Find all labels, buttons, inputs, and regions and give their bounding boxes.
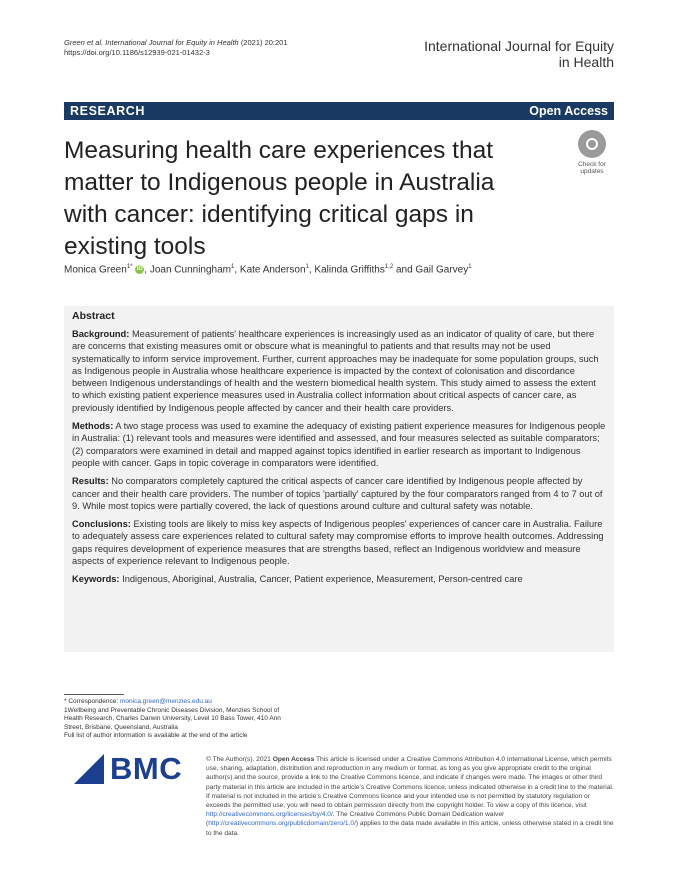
- license-lead: © The Author(s). 2021: [206, 756, 271, 763]
- bmc-wordmark: BMC: [110, 751, 183, 786]
- results-text: No comparators completely captured the critical aspects of cancer care identified by Indigenous people affected by cancer and their health care providers. The number of topics 'partially' captured by the four comparators ranged from 4 to 7 out of 9. While most topics were partially covered, the lack of questions around culture and cultural safety was notable.: [72, 476, 603, 511]
- article-type-label: RESEARCH: [70, 104, 145, 118]
- author-info-note: Full list of author information is available at the end of the article: [64, 732, 248, 739]
- conclusions-label: Conclusions:: [72, 519, 131, 530]
- results-label: Results:: [72, 476, 109, 487]
- correspondence-email[interactable]: monica.green@menzies.edu.au: [120, 698, 212, 705]
- citation-header: [64, 38, 288, 58]
- keywords-label: Keywords:: [72, 574, 120, 585]
- methods-text: A two stage process was used to examine the adequacy of existing patient experience measures for Indigenous people in Australia: (1) relevant tools and measures were identified and assessed, and four measures selected as suitable comparators; (2) comparators were examined in detail and mapped against topics identified in earlier research as important to Indigenous people with cancer. Gaps in topic coverage in comparators were identified.: [72, 421, 606, 468]
- check-updates-label: Check for updates: [578, 161, 606, 175]
- license-oa: Open Access: [272, 756, 315, 763]
- abstract-heading: Abstract: [72, 310, 115, 322]
- check-for-updates-badge[interactable]: [568, 130, 616, 175]
- background-label: Background:: [72, 329, 130, 339]
- footnote: [64, 694, 294, 741]
- abstract-conclusions: [72, 518, 606, 567]
- citation-authors: Green et al.: [64, 38, 104, 47]
- journal-name: International Journal for Equity in Health: [424, 38, 614, 70]
- footnote-rule: [64, 694, 124, 695]
- orcid-icon[interactable]: iD: [136, 266, 143, 273]
- abstract-background: [72, 328, 606, 414]
- affiliation: 1Wellbeing and Preventable Chronic Diseases Division, Menzies School of Health Research, Charles Darwin University, Level 10 Bass Tower, 410 Ann Street, Brisbane, Queensland, Australia: [64, 706, 281, 731]
- abstract-methods: [72, 420, 606, 469]
- citation-doi[interactable]: https://doi.org/10.1186/s12939-021-01432-3: [64, 48, 210, 57]
- citation-journal: International Journal for Equity in Health: [105, 38, 239, 47]
- license-text-3: ) applies to the data made available in this article, unless otherwise stated in a credit line to the data.: [206, 820, 614, 837]
- keywords-text: Indigenous, Aboriginal, Australia, Cancer, Patient experience, Measurement, Person-centred care: [122, 574, 523, 585]
- correspondence-label: * Correspondence:: [64, 698, 119, 705]
- article-title: Measuring health care experiences that matter to Indigenous people in Australia with cancer: identifying critical gaps in existing tools: [64, 137, 495, 260]
- abstract-results: [72, 475, 606, 512]
- conclusions-text: Existing tools are likely to miss key aspects of Indigenous peoples' experiences of cancer care in Australia. Failure to adequately assess care experiences related to cultural safety may compromise efforts to improve health outcomes. Addressing gaps requires development of experience measures that are strengths based, reflect an Indigenous worldview and measure aspects of experience relevant to Indigenous people.: [72, 519, 604, 567]
- license-statement: [206, 755, 616, 838]
- bmc-logo: [74, 751, 194, 786]
- open-access-label: Open Access: [529, 104, 608, 118]
- abstract-box: [64, 306, 614, 652]
- license-link[interactable]: http://creativecommons.org/licenses/by/4.0/.: [206, 811, 335, 819]
- methods-label: Methods:: [72, 421, 114, 432]
- background-text: Measurement of patients' healthcare experiences is increasingly used as an indicator of quality of care, but there are concerns that existing measures omit or obscure what is meaningful to patients and that results may not be used systematically to inform service improvement. Further, current approaches may be inadequate for some population groups, such as Indigenous people in Australia whose healthcare experience is impacted by the context of colonisation and discordance between Indigenous understandings of health and the western biomedical health system. This study aimed to assess the extent to which existing patient experience measures used in Australia collect information about critical aspects of cancer care, as previously identified by Indigenous people affected by cancer and their health care providers.: [72, 329, 599, 413]
- license-text: This article is licensed under a Creative Commons Attribution 4.0 International License, which permits use, sharing, adaptation, distribution and reproduction in any medium or format, as long as you give appropriate credit to the original author(s) and the source, provide a link to the Creative Commons licence, and indicate if changes were made. The images or other third party material in this article are included in the article's Creative Commons licence, unless indicated otherwise in a credit line to the material. If material is not included in the article's Creative Commons licence and your intended use is not permitted by statutory regulation or exceeds the permitted use, you will need to obtain permission directly from the copyright holder. To view a copy of this licence, visit: [206, 756, 614, 810]
- license-text-2: The Creative Commons Public Domain Dedication waiver (: [206, 811, 505, 828]
- citation-year: (2021) 20:201: [240, 38, 288, 47]
- abstract-keywords: [72, 573, 606, 585]
- bmc-logo-icon: [74, 754, 104, 784]
- public-domain-link[interactable]: http://creativecommons.org/publicdomain/zero/1.0/: [208, 820, 356, 828]
- author-list: Monica Green$^{1*}$ iD , Joan Cunningham$^1$, Kate Anderson$^1$, Kalinda Griffiths$^{1,2}$ and Gail Garvey$^1$: [64, 264, 472, 276]
- article-type-banner: [64, 102, 614, 120]
- check-updates-icon: [578, 130, 606, 158]
